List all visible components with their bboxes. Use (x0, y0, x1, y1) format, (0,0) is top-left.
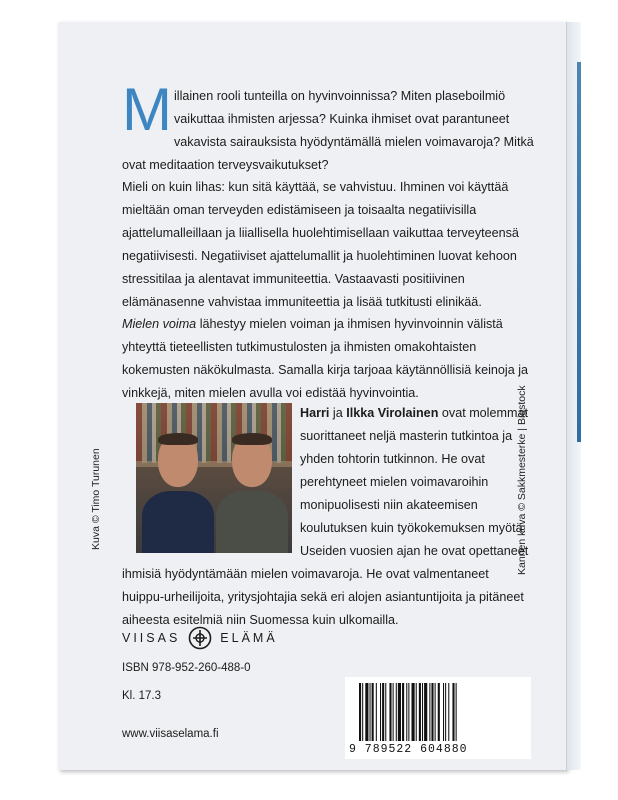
website-text: www.viisaselama.fi (122, 728, 219, 740)
barcode-bar (452, 683, 454, 741)
publisher-emblem-icon (188, 626, 212, 650)
barcode-bar (370, 683, 371, 741)
barcode-bar (438, 683, 440, 741)
authors-bio (122, 385, 534, 632)
barcode-bar (362, 683, 363, 741)
barcode-bar (443, 683, 444, 741)
barcode-bar (456, 683, 457, 741)
barcode-bar (435, 683, 436, 741)
barcode-bars (359, 683, 519, 741)
photo-credit: Kuva © Timo Turunen (90, 448, 102, 550)
barcode-bar (416, 683, 417, 741)
barcode-bar (380, 683, 381, 741)
barcode-digits: 9 789522 604880 (349, 743, 468, 756)
intro-paragraph (122, 76, 534, 177)
publisher-name-right: ELÄMÄ (220, 631, 278, 645)
author-name-ilkka: Ilkka Virolainen (346, 406, 439, 420)
barcode-bar (408, 683, 409, 741)
barcode-bar (389, 683, 391, 741)
body-paragraph-book (122, 313, 534, 405)
isbn-text: ISBN 978-952-260-488-0 (122, 662, 251, 674)
barcode-bar (398, 683, 401, 741)
barcode-bar (422, 683, 423, 741)
barcode-bar (382, 683, 384, 741)
classification-text: Kl. 17.3 (122, 690, 161, 702)
isbn-barcode (345, 677, 531, 759)
drop-cap: M (122, 76, 172, 143)
cover-credit (516, 385, 530, 575)
barcode-bar (431, 683, 433, 741)
book-title-italic: Mielen voima (122, 317, 197, 331)
barcode-bar (445, 683, 446, 741)
spine-accent-stripe (577, 62, 581, 442)
barcode-bar (393, 683, 394, 741)
body-paragraph-mind (122, 176, 534, 314)
barcode-bar (402, 683, 404, 741)
barcode-bar (424, 683, 427, 741)
barcode-bar (406, 683, 407, 741)
barcode-bar (396, 683, 397, 741)
barcode-bar (385, 683, 386, 741)
intro-text: illainen rooli tunteilla on hyvinvoinnissa? Miten plaseboilmiö vaikuttaa ihmisten arjessa? Kuinka ihmiset ovat parantuneet vakavista sairauksista hyödyntämällä mielen voimavaroja? Mitkä ovat meditaation terveysvaikutukset? (122, 89, 534, 172)
barcode-bar (376, 683, 377, 741)
publisher-logo (122, 622, 362, 654)
author-name-joiner: ja (329, 406, 347, 420)
barcode-bar (412, 683, 415, 741)
barcode-bar (429, 683, 430, 741)
cover-credit-text: Kannen kuva © Sakkmesterke | Bigstock (516, 385, 528, 575)
barcode-bar (359, 683, 361, 741)
paragraph-mind-text: Mieli on kuin lihas: kun sitä käyttää, se vahvistuu. Ihminen voi käyttää mieltään oman terveyden edistämiseen ja toisaalta negatiivisilla ajattelumalleillaan ja liiallisella huolehtimisellaan vaikuttaa terveyteensä negatiivisesti. Negatiiviset ajattelumallit ja huolehtiminen luovat kehoon stressitilaa ja alentavat immuniteettia. Vastaavasti positiivinen elämänasenne vahvistaa immuniteettia ja lisää tutkitusti elinikää. (122, 180, 519, 309)
publisher-name-left: VIISAS (122, 631, 181, 645)
book-page-edge (566, 22, 581, 770)
authors-bio-text: ovat molemmat suorittaneet neljä masterin tutkintoa ja yhden tohtorin tutkinnon. He ovat perehtyneet mielen voimavaroihin monipuolisesti niin akateemisen koulutuksen kuin työkokemuksen myötä. Useiden vuosien ajan he ovat opettaneet ihmisiä hyödyntämään mielen voimavaroja. He ovat valmentaneet huippu-urheilijoita, yritysjohtajia sekä eri alojen asiantuntijoita ja pitäneet aiheesta esitelmiä niin Suomessa kuin ulkomailla. (122, 406, 529, 627)
paragraph-book-text: lähestyy mielen voiman ja ihmisen hyvinvoinnin välistä yhteyttä tieteellisten tutkimustulosten ja ihmisten omakohtaisten kokemusten näkökulmasta. Samalla kirja tarjoaa käytännöllisiä keinoja ja vinkkejä, miten mielen avulla voi edistää hyvinvointia. (122, 317, 529, 400)
barcode-bar (448, 683, 449, 741)
author-name-harri: Harri (300, 406, 330, 420)
barcode-bar (419, 683, 421, 741)
barcode-bar (372, 683, 374, 741)
barcode-bar (365, 683, 368, 741)
